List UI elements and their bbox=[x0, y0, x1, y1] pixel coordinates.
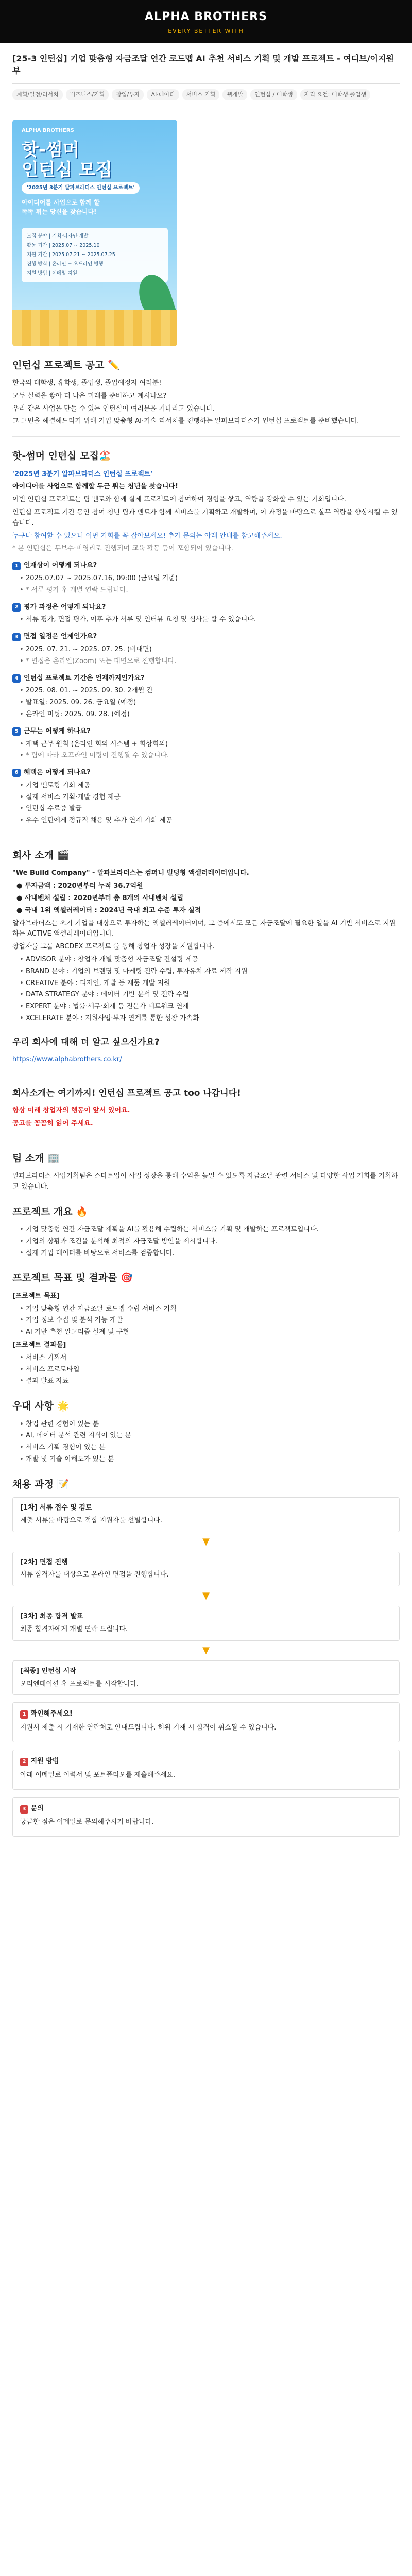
brand-tagline: EVERY BETTER WITH bbox=[168, 27, 244, 35]
paragraph: 인턴십 프로젝트 기간 동안 참여 청년 팀과 멘토가 함께 서비스를 기획하고 개발하며, 이 과정을 바탕으로 실무 역량을 향상시킬 수 있습니다. bbox=[12, 508, 398, 527]
goal-head: [프로젝트 목표] bbox=[12, 1292, 60, 1300]
process-step bbox=[12, 1497, 400, 1532]
paragraph: 우리 같은 사업을 만들 수 있는 인턴십이 여러분을 기다리고 있습니다. bbox=[12, 404, 215, 413]
footer-spacer bbox=[12, 1844, 400, 1859]
faq-number: 1 bbox=[12, 562, 21, 570]
poster-info-box bbox=[22, 228, 168, 282]
arrow-down-icon: ▼ bbox=[202, 1590, 210, 1602]
tag-chip[interactable]: 자격 요건: 대학생·졸업생 bbox=[300, 89, 370, 100]
list-item: • 재택 근무 원칙 (온라인 회의 시스템 + 화상회의) bbox=[20, 739, 400, 750]
list-item: • 서비스 프로토타입 bbox=[20, 1365, 400, 1376]
list-item: • XCELERATE 분야 : 지원사업·투자 연계를 통한 성장 가속화 bbox=[20, 1013, 400, 1024]
faq-number: 4 bbox=[12, 674, 21, 683]
tag-chip[interactable]: AI·데이터 bbox=[147, 89, 179, 100]
faq-answer bbox=[12, 739, 400, 762]
company-desc: 알파브라더스는 초기 기업을 대상으로 투자하는 액셀러레이터이며, 그 중에서도 모든 자금조달에 필요한 일을 AI 기반 서비스로 지원하는 ACTIVE 액셀러레이터입니다. bbox=[12, 919, 396, 938]
paragraph: 모두 실력을 쌓아 더 나은 미래를 준비하고 계시나요? bbox=[12, 392, 167, 400]
result-list bbox=[12, 1353, 400, 1387]
preferred-list bbox=[12, 1419, 400, 1465]
poster-info-line: 모집 분야 | 기획·디자인·개발 bbox=[27, 233, 89, 239]
list-item: • 기업 정보 수집 및 분석 기능 개발 bbox=[20, 1315, 400, 1326]
process-step-title: [최종] 인턴십 시작 bbox=[20, 1667, 76, 1675]
faq-title bbox=[12, 726, 400, 737]
faq-title bbox=[12, 602, 400, 613]
faq-answer bbox=[12, 686, 400, 720]
section-title-preferred: 우대 사항 🌟 bbox=[12, 1400, 70, 1412]
poster-desc-line: 아이디어를 사업으로 함께 할 bbox=[22, 198, 100, 206]
faq-question: 근무는 어떻게 하나요? bbox=[24, 727, 91, 735]
poster-info-line: 지원 방법 | 이메일 지원 bbox=[27, 270, 77, 276]
tag-chip[interactable]: 웹개발 bbox=[222, 89, 247, 100]
section-title-company: 회사 소개 🎬 bbox=[12, 850, 70, 861]
list-item: • 실제 기업 데이터를 바탕으로 서비스를 검증합니다. bbox=[20, 1248, 400, 1259]
company-services-intro: 창업자를 그룹 ABCDEX 프로젝트 를 통해 창업자 성장을 지원합니다. bbox=[12, 943, 215, 951]
faq-title bbox=[12, 632, 400, 642]
notice-heading: 지원 방법 bbox=[30, 1757, 59, 1766]
process-step-desc: 오리엔테이션 후 프로젝트를 시작합니다. bbox=[20, 1680, 139, 1688]
divider bbox=[12, 436, 400, 437]
section-title-goal: 프로젝트 목표 및 결과물 🎯 bbox=[12, 1272, 133, 1284]
notice-box bbox=[12, 1750, 400, 1790]
company-facts bbox=[16, 881, 400, 916]
team-desc: 알파브라더스 사업기획팀은 스타트업이 사업 성장을 통해 수익을 높일 수 있도록 자금조달 관련 서비스 및 다양한 사업 기회를 기획하고 있습니다. bbox=[12, 1172, 398, 1191]
notice-desc: 궁금한 점은 이메일로 문의해주시기 바랍니다. bbox=[20, 1818, 154, 1826]
result-head: [프로젝트 결과물] bbox=[12, 1341, 66, 1349]
list-item: • ADVISOR 분야 : 창업자 개별 맞춤형 자금조달 컨설팅 제공 bbox=[20, 955, 400, 965]
list-item: ● 투자금액 : 2020년부터 누적 36.7억원 bbox=[16, 882, 143, 890]
process-step bbox=[12, 1606, 400, 1641]
poster-info-line: 활동 기간 | 2025.07 ~ 2025.10 bbox=[27, 242, 100, 248]
list-item: • * 서류 평가 후 개별 연락 드립니다. bbox=[20, 585, 400, 596]
notice-title bbox=[20, 1756, 392, 1767]
company-site-paragraph bbox=[12, 1055, 400, 1065]
faq-question: 인턴십 프로젝트 기간은 언제까지인가요? bbox=[24, 674, 145, 682]
list-item: • 기업의 상황과 조건을 분석해 최적의 자금조달 방안을 제시합니다. bbox=[20, 1236, 400, 1247]
list-item: • 기업 멘토링 기회 제공 bbox=[20, 781, 400, 791]
list-item: • 기업 맞춤형 연간 자금조달 로드맵 수립 서비스 기획 bbox=[20, 1304, 400, 1315]
list-item: • 서비스 기획 경험이 있는 분 bbox=[20, 1443, 400, 1453]
section-title-notice: 인턴십 프로젝트 공고 ✏️ bbox=[12, 359, 120, 371]
section-title-team: 팀 소개 🏢 bbox=[12, 1152, 60, 1164]
arrow-down-icon: ▼ bbox=[202, 1536, 210, 1547]
process-step-title: [3차] 최종 합격 발표 bbox=[20, 1613, 83, 1621]
tag-chip[interactable]: 계획/일정/리서치 bbox=[12, 89, 63, 100]
poster-title-line2: 인턴십 모집 bbox=[22, 159, 113, 180]
paragraph: * 본 인턴십은 무보수·비영리로 진행되며 교육 활동 등이 포함되어 있습니다. bbox=[12, 545, 233, 553]
process-step-title: [2차] 면접 진행 bbox=[20, 1558, 68, 1566]
list-item: ● 사내벤처 설립 : 2020년부터 총 8개의 사내벤처 설립 bbox=[16, 894, 184, 903]
list-item: • 우수 인턴에게 정규직 채용 및 추가 연계 기회 제공 bbox=[20, 816, 400, 826]
faq-number: 3 bbox=[12, 633, 21, 641]
poster-info-line: 지원 기간 | 2025.07.21 ~ 2025.07.25 bbox=[27, 251, 115, 258]
list-item: ● 국내 1위 액셀러레이터 : 2024년 국내 최고 수준 투자 실적 bbox=[16, 906, 201, 914]
poster-desc-line: 똑똑 튀는 당신을 찾습니다! bbox=[22, 208, 97, 215]
poster-pill: '2025년 3분기 알파브라더스 인턴십 프로젝트' bbox=[22, 182, 140, 194]
faq-title bbox=[12, 673, 400, 684]
process-step-desc: 최종 합격자에게 개별 연락 드립니다. bbox=[20, 1625, 128, 1634]
list-item: • * 면접은 온라인(Zoom) 또는 대면으로 진행합니다. bbox=[20, 656, 400, 667]
company-services bbox=[12, 955, 400, 1024]
tag-chip[interactable]: 창업/투자 bbox=[112, 89, 144, 100]
company-site-link[interactable]: https://www.alphabrothers.co.kr/ bbox=[12, 1056, 122, 1064]
notice-number: 2 bbox=[20, 1758, 28, 1766]
list-item: • 발표일: 2025. 09. 26. 금요일 (예정) bbox=[20, 698, 400, 708]
poster-info-line: 진행 방식 | 온라인 + 오프라인 병행 bbox=[27, 261, 104, 267]
notice-desc: 아래 이메일로 이력서 및 포트폴리오를 제출해주세요. bbox=[20, 1771, 176, 1779]
main-content bbox=[0, 43, 412, 1859]
list-item: • DATA STRATEGY 분야 : 데이터 기반 분석 및 전략 수립 bbox=[20, 990, 400, 1001]
transition-note: 항상 미래 창업자의 행동이 앞서 있어요. bbox=[12, 1107, 130, 1114]
faq-number: 5 bbox=[12, 727, 21, 736]
notice-heading: 확인해주세요! bbox=[30, 1710, 73, 1718]
list-item: • BRAND 분야 : 기업의 브랜딩 및 마케팅 전략 수립, 투자유치 자료 제작 지원 bbox=[20, 967, 400, 977]
faq-answer bbox=[12, 615, 400, 625]
paragraph: 이번 인턴십 프로젝트는 팀 멘토와 함께 실제 프로젝트에 참여하여 경험을 쌓고, 역량을 강화할 수 있는 기회입니다. bbox=[12, 496, 346, 504]
tag-row bbox=[12, 84, 400, 108]
list-item: • AI, 데이터 분석 관련 지식이 있는 분 bbox=[20, 1431, 400, 1442]
list-item: • 서류 평가, 면접 평가, 이후 추가 서류 및 인터뷰 요청 및 심사를 할 수 있습니다. bbox=[20, 615, 400, 625]
faq-number: 6 bbox=[12, 769, 21, 777]
faq-answer bbox=[12, 781, 400, 826]
process-step bbox=[12, 1552, 400, 1587]
faq-title bbox=[12, 561, 400, 571]
goal-list bbox=[12, 1304, 400, 1338]
list-item: • 2025.07.07 ~ 2025.07.16, 09:00 (금요일 기준) bbox=[20, 573, 400, 584]
process-step-desc: 서류 합격자를 대상으로 온라인 면접을 진행합니다. bbox=[20, 1571, 169, 1579]
faq-question: 인재상이 어떻게 되나요? bbox=[24, 562, 97, 570]
process-step bbox=[12, 1660, 400, 1696]
process-step-desc: 제출 서류를 바탕으로 적합 지원자를 선별합니다. bbox=[20, 1516, 162, 1524]
paragraph: 한국의 대학생, 휴학생, 졸업생, 졸업예정자 여러분! bbox=[12, 379, 162, 387]
notice-number: 1 bbox=[20, 1710, 28, 1719]
list-item: • EXPERT 분야 : 법률·세무·회계 등 전문가 네트워크 연계 bbox=[20, 1002, 400, 1012]
paragraph: 누구나 참여할 수 있으니 이번 기회를 꼭 잡아보세요! 추가 문의는 아래 안내를 참고해주세요. bbox=[12, 532, 282, 540]
process-step-title: [1차] 서류 접수 및 검토 bbox=[20, 1504, 92, 1512]
list-item: • 온라인 미팅: 2025. 09. 28. (예정) bbox=[20, 709, 400, 720]
brand-logo[interactable]: ALPHA BROTHERS bbox=[145, 10, 267, 23]
notice-title bbox=[20, 1709, 392, 1720]
poster-desc bbox=[22, 198, 100, 216]
project-list bbox=[12, 1225, 400, 1259]
section-title-recruit: 핫-썸머 인턴십 모집🏖️ bbox=[12, 450, 111, 462]
list-item: • 2025. 08. 01. ~ 2025. 09. 30. 2개월 간 bbox=[20, 686, 400, 697]
list-item: • AI 기반 추천 알고리즘 설계 및 구현 bbox=[20, 1327, 400, 1338]
sand-decoration bbox=[12, 310, 177, 346]
section-title-project: 프로젝트 개요 🔥 bbox=[12, 1206, 89, 1217]
transition-note: 공고를 꼼꼼히 읽어 주세요. bbox=[12, 1119, 93, 1127]
notice-title bbox=[20, 1804, 392, 1815]
tag-chip[interactable]: 비즈니스/기획 bbox=[66, 89, 109, 100]
notice-box bbox=[12, 1797, 400, 1837]
company-site-question: 우리 회사에 대해 더 알고 싶으신가요? bbox=[12, 1037, 160, 1047]
notice-desc: 지원서 제출 시 기재한 연락처로 안내드립니다. 허위 기재 시 합격이 취소될 수 있습니다. bbox=[20, 1724, 277, 1732]
tag-chip[interactable]: 서비스 기획 bbox=[182, 89, 220, 100]
list-item: • 인턴십 수료증 발급 bbox=[20, 804, 400, 815]
list-item: • 창업 관련 경험이 있는 분 bbox=[20, 1419, 400, 1430]
list-item: • 개발 및 기술 이해도가 있는 분 bbox=[20, 1454, 400, 1465]
faq-title bbox=[12, 768, 400, 778]
recruit-subtitle-2: 아이디어를 사업으로 함께할 두근 튀는 청년을 찾습니다! bbox=[12, 483, 178, 491]
list-item: • 기업 맞춤형 연간 자금조달 계획을 AI를 활용해 수립하는 서비스를 기획 및 개발하는 프로젝트입니다. bbox=[20, 1225, 400, 1235]
faq-question: 면접 일정은 언제인가요? bbox=[24, 633, 97, 641]
faq-question: 평가 과정은 어떻게 되나요? bbox=[24, 603, 106, 611]
poster-title-line1: 핫-썸머 bbox=[22, 139, 80, 160]
tag-chip[interactable]: 인턴십 / 대학생 bbox=[250, 89, 297, 100]
notice-number: 3 bbox=[20, 1805, 28, 1814]
list-item: • 서비스 기획서 bbox=[20, 1353, 400, 1364]
transition-title: 회사소개는 여기까지! 인턴십 프로젝트 공고 too 나갑니다! bbox=[12, 1088, 241, 1098]
faq-answer bbox=[12, 645, 400, 667]
section-title-process: 채용 과정 📝 bbox=[12, 1478, 70, 1490]
faq-question: 혜택은 어떻게 되나요? bbox=[24, 769, 91, 777]
recruit-poster bbox=[12, 120, 177, 346]
list-item: • 2025. 07. 21. ~ 2025. 07. 25. (비대면) bbox=[20, 645, 400, 655]
poster-brand: ALPHA BROTHERS bbox=[22, 127, 74, 133]
page-title: [25-3 인턴십] 기업 맞춤형 자금조달 연간 로드맵 AI 추천 서비스 기획 및 개발 프로젝트 - 여디브/이지원부 bbox=[12, 54, 394, 76]
faq-number: 2 bbox=[12, 603, 21, 612]
notice-heading: 문의 bbox=[30, 1804, 44, 1812]
company-slogan: "We Build Company" - 알파브라더스는 컴퍼니 빌딩형 액셀러레이터입니다. bbox=[12, 869, 249, 877]
arrow-down-icon: ▼ bbox=[202, 1645, 210, 1656]
faq-answer bbox=[12, 573, 400, 596]
notice-box bbox=[12, 1702, 400, 1742]
list-item: • 실제 서비스 기획·개발 경험 제공 bbox=[20, 792, 400, 803]
site-header bbox=[0, 0, 412, 43]
title-block bbox=[12, 43, 400, 84]
paragraph: 그 고민을 해결해드리기 위해 기업 맞춤형 AI·기술 리서치를 진행하는 알파브라더스가 인턴십 프로젝트를 준비했습니다. bbox=[12, 417, 359, 426]
recruit-subtitle: '2025년 3분기 알파브라더스 인턴십 프로젝트' bbox=[12, 470, 153, 478]
list-item: • CREATIVE 분야 : 디자인, 개발 등 제품 개발 지원 bbox=[20, 978, 400, 989]
list-item: • * 팀에 따라 오프라인 미팅이 진행될 수 있습니다. bbox=[20, 751, 400, 761]
poster-title bbox=[22, 140, 112, 180]
list-item: • 결과 발표 자료 bbox=[20, 1376, 400, 1387]
